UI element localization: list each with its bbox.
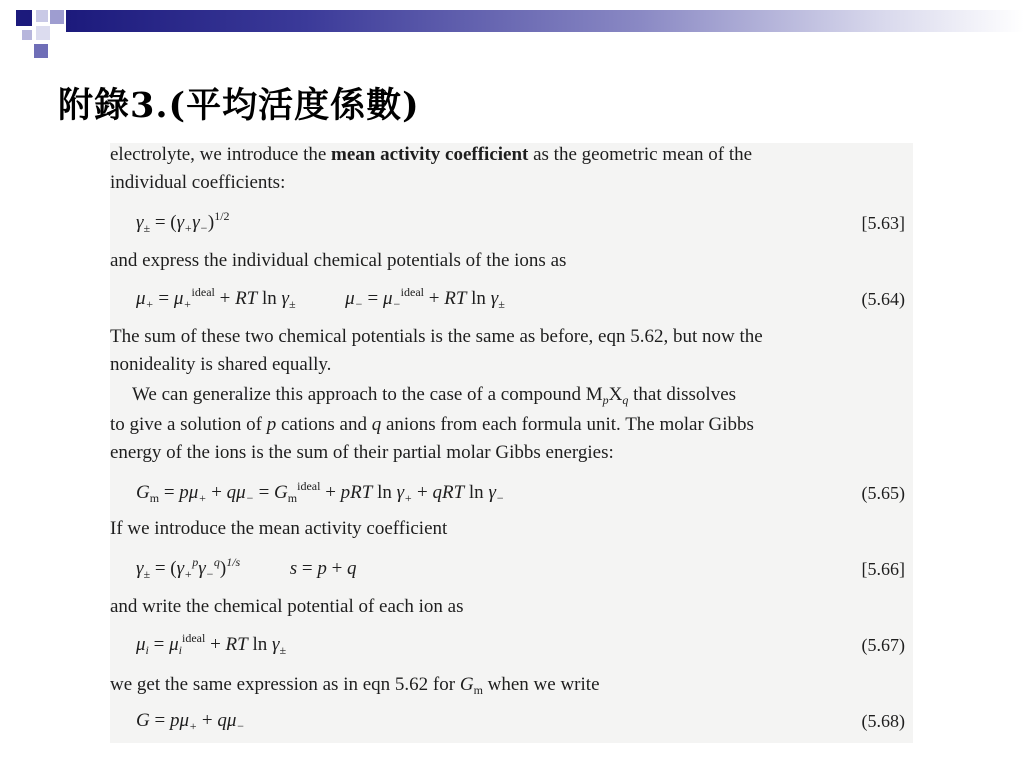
equation-number: (5.67) [861,635,905,655]
text-line: and express the individual chemical potentials of the ions as [110,250,567,271]
header-gradient-bar [66,10,1024,32]
equation-number: (5.68) [861,711,905,731]
corner-square-pale [36,26,50,40]
text-line: nonideality is shared equally. [110,354,332,375]
equation-number: [5.66] [861,559,905,579]
slide-title: 附錄3.(平均活度係數) [58,85,420,126]
equation-number: (5.65) [861,483,905,503]
equation-number: [5.63] [861,213,905,233]
scanned-textbook-page [110,143,913,743]
corner-square-small [22,30,32,40]
corner-square-light [36,10,48,22]
equation-5-67: $\mu_i = \mu_i^{ideal}$ + RT $\ln \gamma_\pm$ [136,631,287,657]
text-line: electrolyte, we introduce the mean activity coefficient as the geometric mean of the [110,144,753,165]
text-line: The sum of these two chemical potentials is the same as before, eqn 5.62, but now the [110,326,763,347]
text-line: we get the same expression as in eqn 5.62 for $G_m$ when we write [110,674,600,697]
text-line: and write the chemical potential of each ion as [110,596,464,617]
text-line: to give a solution of p cations and q anions from each formula unit. The molar Gibbs [110,414,754,435]
equation-5-65: $G_m = p\mu_+ + q\mu_- = G_m^{ideal}$ + pRT $\ln \gamma_+$ + qRT $\ln \gamma_-$ [136,479,505,505]
equation-5-68: $G = p\mu_+ + q\mu_-$ [136,710,245,733]
equation-5-64: $\mu_+ = \mu_+^{ideal}$ + RT $\ln \gamma_\pm$ $\mu_- = \mu_-^{ideal}$ + RT $\ln \gamma_\pm$ [136,285,505,311]
text-line: We can generalize this approach to the case of a compound $M_pX_q$ that dissolves [132,384,737,407]
corner-square-mid [50,10,64,24]
equation-5-63: $\gamma_\pm = (\gamma_+\gamma_-)^{1/2}$ [136,209,230,235]
equation-5-66: $\gamma_\pm = (\gamma_+^p\gamma_-^q)^{1/s}$ s = p + q [136,555,357,581]
text-line: energy of the ions is the sum of their partial molar Gibbs energies: [110,442,614,463]
corner-square-blue [34,44,48,58]
text-line: individual coefficients: [110,172,286,193]
equation-number: (5.64) [861,289,905,309]
text-line: If we introduce the mean activity coefficient [110,518,448,539]
corner-square-navy [16,10,32,26]
